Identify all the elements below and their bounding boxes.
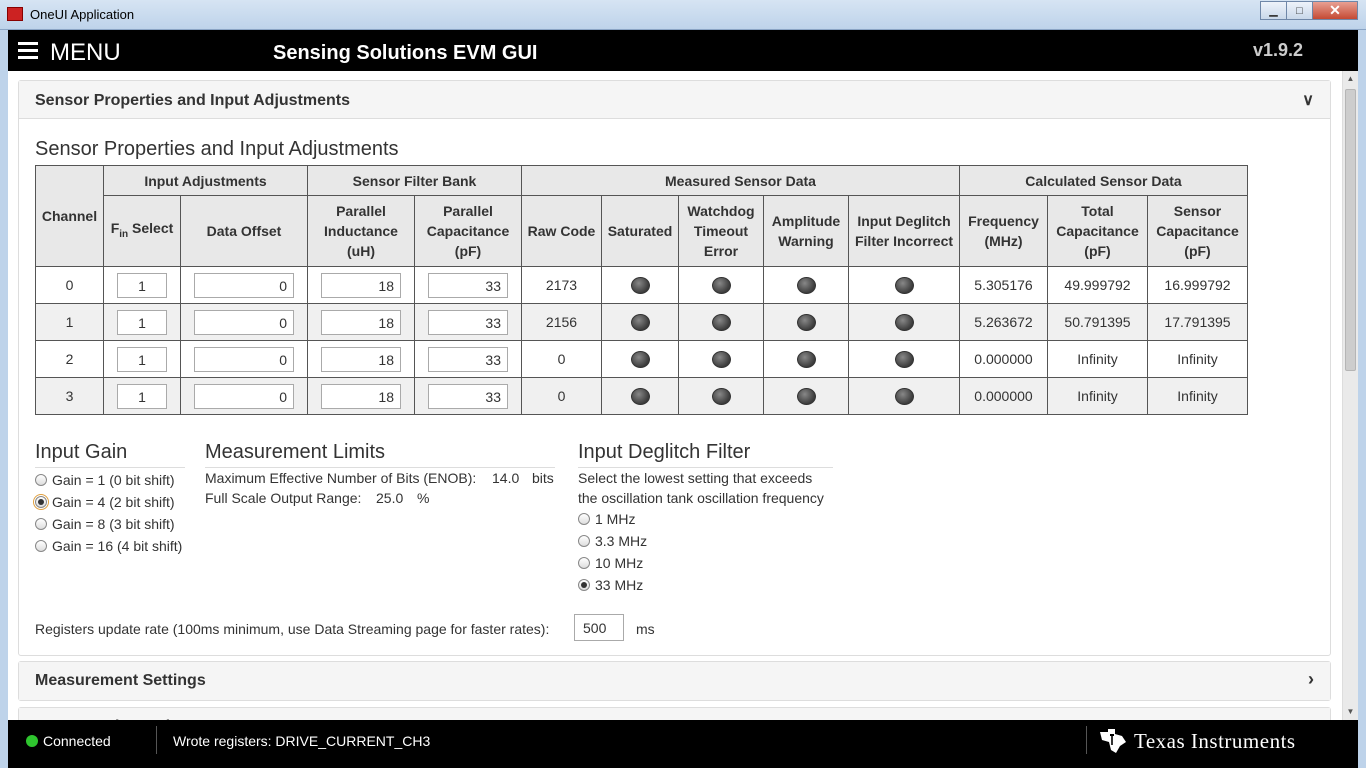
deglitch-option-3-3mhz[interactable] [578,533,647,549]
input-gain-title: Input Gain [35,441,128,463]
chevron-right-icon[interactable]: › [1308,669,1314,689]
input-deglitch-title: Input Deglitch Filter [578,441,751,463]
app-title: Sensing Solutions EVM GUI [273,42,538,64]
connection-status-icon [26,735,38,747]
window-titlebar [0,0,1366,30]
col-parallel-inductance: Parallel Inductance (uH) [308,196,415,267]
col-raw-code: Raw Code [522,196,602,267]
fsr-value: 25.0 [376,490,404,506]
col-saturated: Saturated [602,196,679,267]
capacitance-input[interactable]: 33 [428,273,508,298]
amplitude-led-icon [797,314,816,331]
ti-brand-name: Texas Instruments [1134,728,1296,753]
total-cap-cell: Infinity [1048,378,1148,415]
app-header [8,30,1358,71]
ti-logo [1098,728,1296,754]
gain-option-label: Gain = 16 (4 bit shift) [52,538,183,554]
close-button[interactable]: ✕ [1312,1,1358,20]
capacitance-input[interactable]: 33 [428,384,508,409]
inductance-input[interactable]: 18 [321,310,401,335]
watchdog-led-icon [712,314,731,331]
deglitch-option-label: 1 MHz [595,511,636,527]
vertical-scrollbar[interactable] [1342,71,1358,720]
group-calculated-sensor-data: Calculated Sensor Data [960,166,1248,196]
fin-select-input[interactable]: 1 [117,310,167,335]
table-row [36,304,1248,341]
col-fin-select: $F_{in}$ Select [104,196,181,267]
raw-code-cell: 0 [522,341,602,378]
fin-select-input[interactable]: 1 [117,273,167,298]
gain-option-1[interactable] [35,472,175,488]
update-rate-unit: ms [636,621,655,637]
divider [205,467,555,468]
deglitch-option-33mhz[interactable] [578,577,643,593]
fin-select-input[interactable]: 1 [117,347,167,372]
scroll-up-icon[interactable]: ▲ [1346,74,1355,83]
table-row [36,378,1248,415]
group-measured-sensor-data: Measured Sensor Data [522,166,960,196]
radio-button[interactable] [578,535,590,547]
deglitch-option-label: 33 MHz [595,577,644,593]
watchdog-led-icon [712,388,731,405]
gain-option-label: Gain = 8 (3 bit shift) [52,516,175,532]
update-rate-input[interactable]: 500 [574,614,624,641]
total-cap-cell: Infinity [1048,341,1148,378]
deglitch-option-label: 10 MHz [595,555,644,571]
deglitch-option-label: 3.3 MHz [595,533,648,549]
version-label: v1.9.2 [1252,40,1303,60]
enob-value: 14.0 [492,470,520,486]
watchdog-led-icon [712,277,731,294]
channel-cell: 2 [36,341,104,378]
raw-code-cell: 2156 [522,304,602,341]
sensor-cap-cell: 17.791395 [1148,304,1248,341]
radio-button[interactable] [578,557,590,569]
table-row [36,341,1248,378]
divider [578,467,833,468]
col-watchdog: Watchdog Timeout Error [679,196,764,267]
deglitch-led-icon [895,314,914,331]
fin-select-input[interactable]: 1 [117,384,167,409]
scrollbar-thumb[interactable] [1345,89,1356,371]
watchdog-led-icon [712,351,731,368]
sensor-cap-cell: 16.999792 [1148,267,1248,304]
hamburger-menu-icon[interactable] [18,42,38,58]
menu-button[interactable]: MENU [50,39,121,66]
col-total-capacitance: Total Capacitance (pF) [1048,196,1148,267]
capacitance-input[interactable]: 33 [428,347,508,372]
window-frame-right [1358,30,1366,768]
fsr-label: Full Scale Output Range: [205,490,362,506]
frequency-cell: 5.263672 [960,304,1048,341]
sensor-table [35,165,1248,415]
data-offset-input[interactable]: 0 [194,347,294,372]
radio-button[interactable] [578,513,590,525]
col-frequency: Frequency (MHz) [960,196,1048,267]
panel-title: Measurement Settings [35,672,206,689]
status-message: Wrote registers: DRIVE_CURRENT_CH3 [173,733,431,749]
gain-option-label: Gain = 1 (0 bit shift) [52,472,175,488]
frequency-cell: 5.305176 [960,267,1048,304]
radio-button[interactable] [35,496,47,508]
measurement-settings-panel[interactable] [18,661,1331,701]
deglitch-led-icon [895,277,914,294]
table-row [36,267,1248,304]
sensor-cap-cell: Infinity [1148,378,1248,415]
capacitance-input[interactable]: 33 [428,310,508,335]
deglitch-option-1mhz[interactable] [578,511,635,527]
enob-label: Maximum Effective Number of Bits (ENOB): [205,470,477,486]
sensor-properties-panel [18,80,1331,656]
deglitch-led-icon [895,351,914,368]
inductance-input[interactable]: 18 [321,384,401,409]
col-amplitude: Amplitude Warning [764,196,849,267]
gain-option-8[interactable] [35,516,175,532]
window-title: OneUI Application [30,7,135,22]
channel-cell: 1 [36,304,104,341]
radio-button[interactable] [578,579,590,591]
col-channel: Channel [36,166,104,267]
update-rate-label: Registers update rate (100ms minimum, use Data Streaming page for faster rates): [35,621,550,637]
deglitch-description-2: the oscillation tank oscillation frequency [578,490,824,506]
col-data-offset: Data Offset [181,196,308,267]
chevron-down-icon[interactable]: ∨ [1302,92,1314,109]
data-offset-input[interactable]: 0 [194,310,294,335]
inductance-input[interactable]: 18 [321,347,401,372]
data-offset-input[interactable]: 0 [194,273,294,298]
channel-cell: 0 [36,267,104,304]
data-offset-input[interactable]: 0 [194,384,294,409]
total-cap-cell: 50.791395 [1048,304,1148,341]
col-deglitch: Input Deglitch Filter Incorrect [849,196,960,267]
group-input-adjustments: Input Adjustments [104,166,308,196]
inductance-input[interactable]: 18 [321,273,401,298]
divider [35,467,185,468]
channel-cell: 3 [36,378,104,415]
status-bar [8,720,1358,768]
col-parallel-capacitance: Parallel Capacitance (pF) [415,196,522,267]
gain-option-16[interactable] [35,538,182,554]
window-frame-left [0,30,8,768]
minimize-button[interactable]: ▁ [1260,1,1287,20]
ti-map-icon [1098,728,1128,754]
amplitude-led-icon [797,388,816,405]
gain-option-4[interactable] [35,494,175,510]
total-cap-cell: 49.999792 [1048,267,1148,304]
raw-code-cell: 2173 [522,267,602,304]
saturated-led-icon [631,388,650,405]
radio-button[interactable] [35,518,47,530]
panel-header[interactable] [19,662,1330,700]
section-title: Sensor Properties and Input Adjustments [35,138,399,160]
divider [156,726,157,754]
amplitude-led-icon [797,351,816,368]
frequency-cell: 0.000000 [960,341,1048,378]
saturated-led-icon [631,277,650,294]
scroll-down-icon[interactable]: ▼ [1346,707,1355,716]
group-sensor-filter-bank: Sensor Filter Bank [308,166,522,196]
deglitch-description-1: Select the lowest setting that exceeds [578,470,813,486]
enob-unit: bits [532,470,554,486]
main-content [8,71,1342,720]
divider [1086,726,1087,754]
sensor-cap-cell: Infinity [1148,341,1248,378]
deglitch-option-10mhz[interactable] [578,555,643,571]
frequency-cell: 0.000000 [960,378,1048,415]
saturated-led-icon [631,351,650,368]
radio-button[interactable] [35,474,47,486]
connection-status: Connected [43,733,111,749]
col-sensor-capacitance: Sensor Capacitance (pF) [1148,196,1248,267]
saturated-led-icon [631,314,650,331]
panel-title: Sensor Properties and Input Adjustments [35,92,351,109]
fsr-unit: % [417,490,430,506]
gain-option-label: Gain = 4 (2 bit shift) [52,494,175,510]
raw-code-cell: 0 [522,378,602,415]
radio-button[interactable] [35,540,47,552]
deglitch-led-icon [895,388,914,405]
measurement-limits-title: Measurement Limits [205,441,386,463]
amplitude-led-icon [797,277,816,294]
maximize-button[interactable]: □ [1286,1,1313,20]
app-icon [7,7,23,21]
panel-header[interactable] [19,81,1330,119]
